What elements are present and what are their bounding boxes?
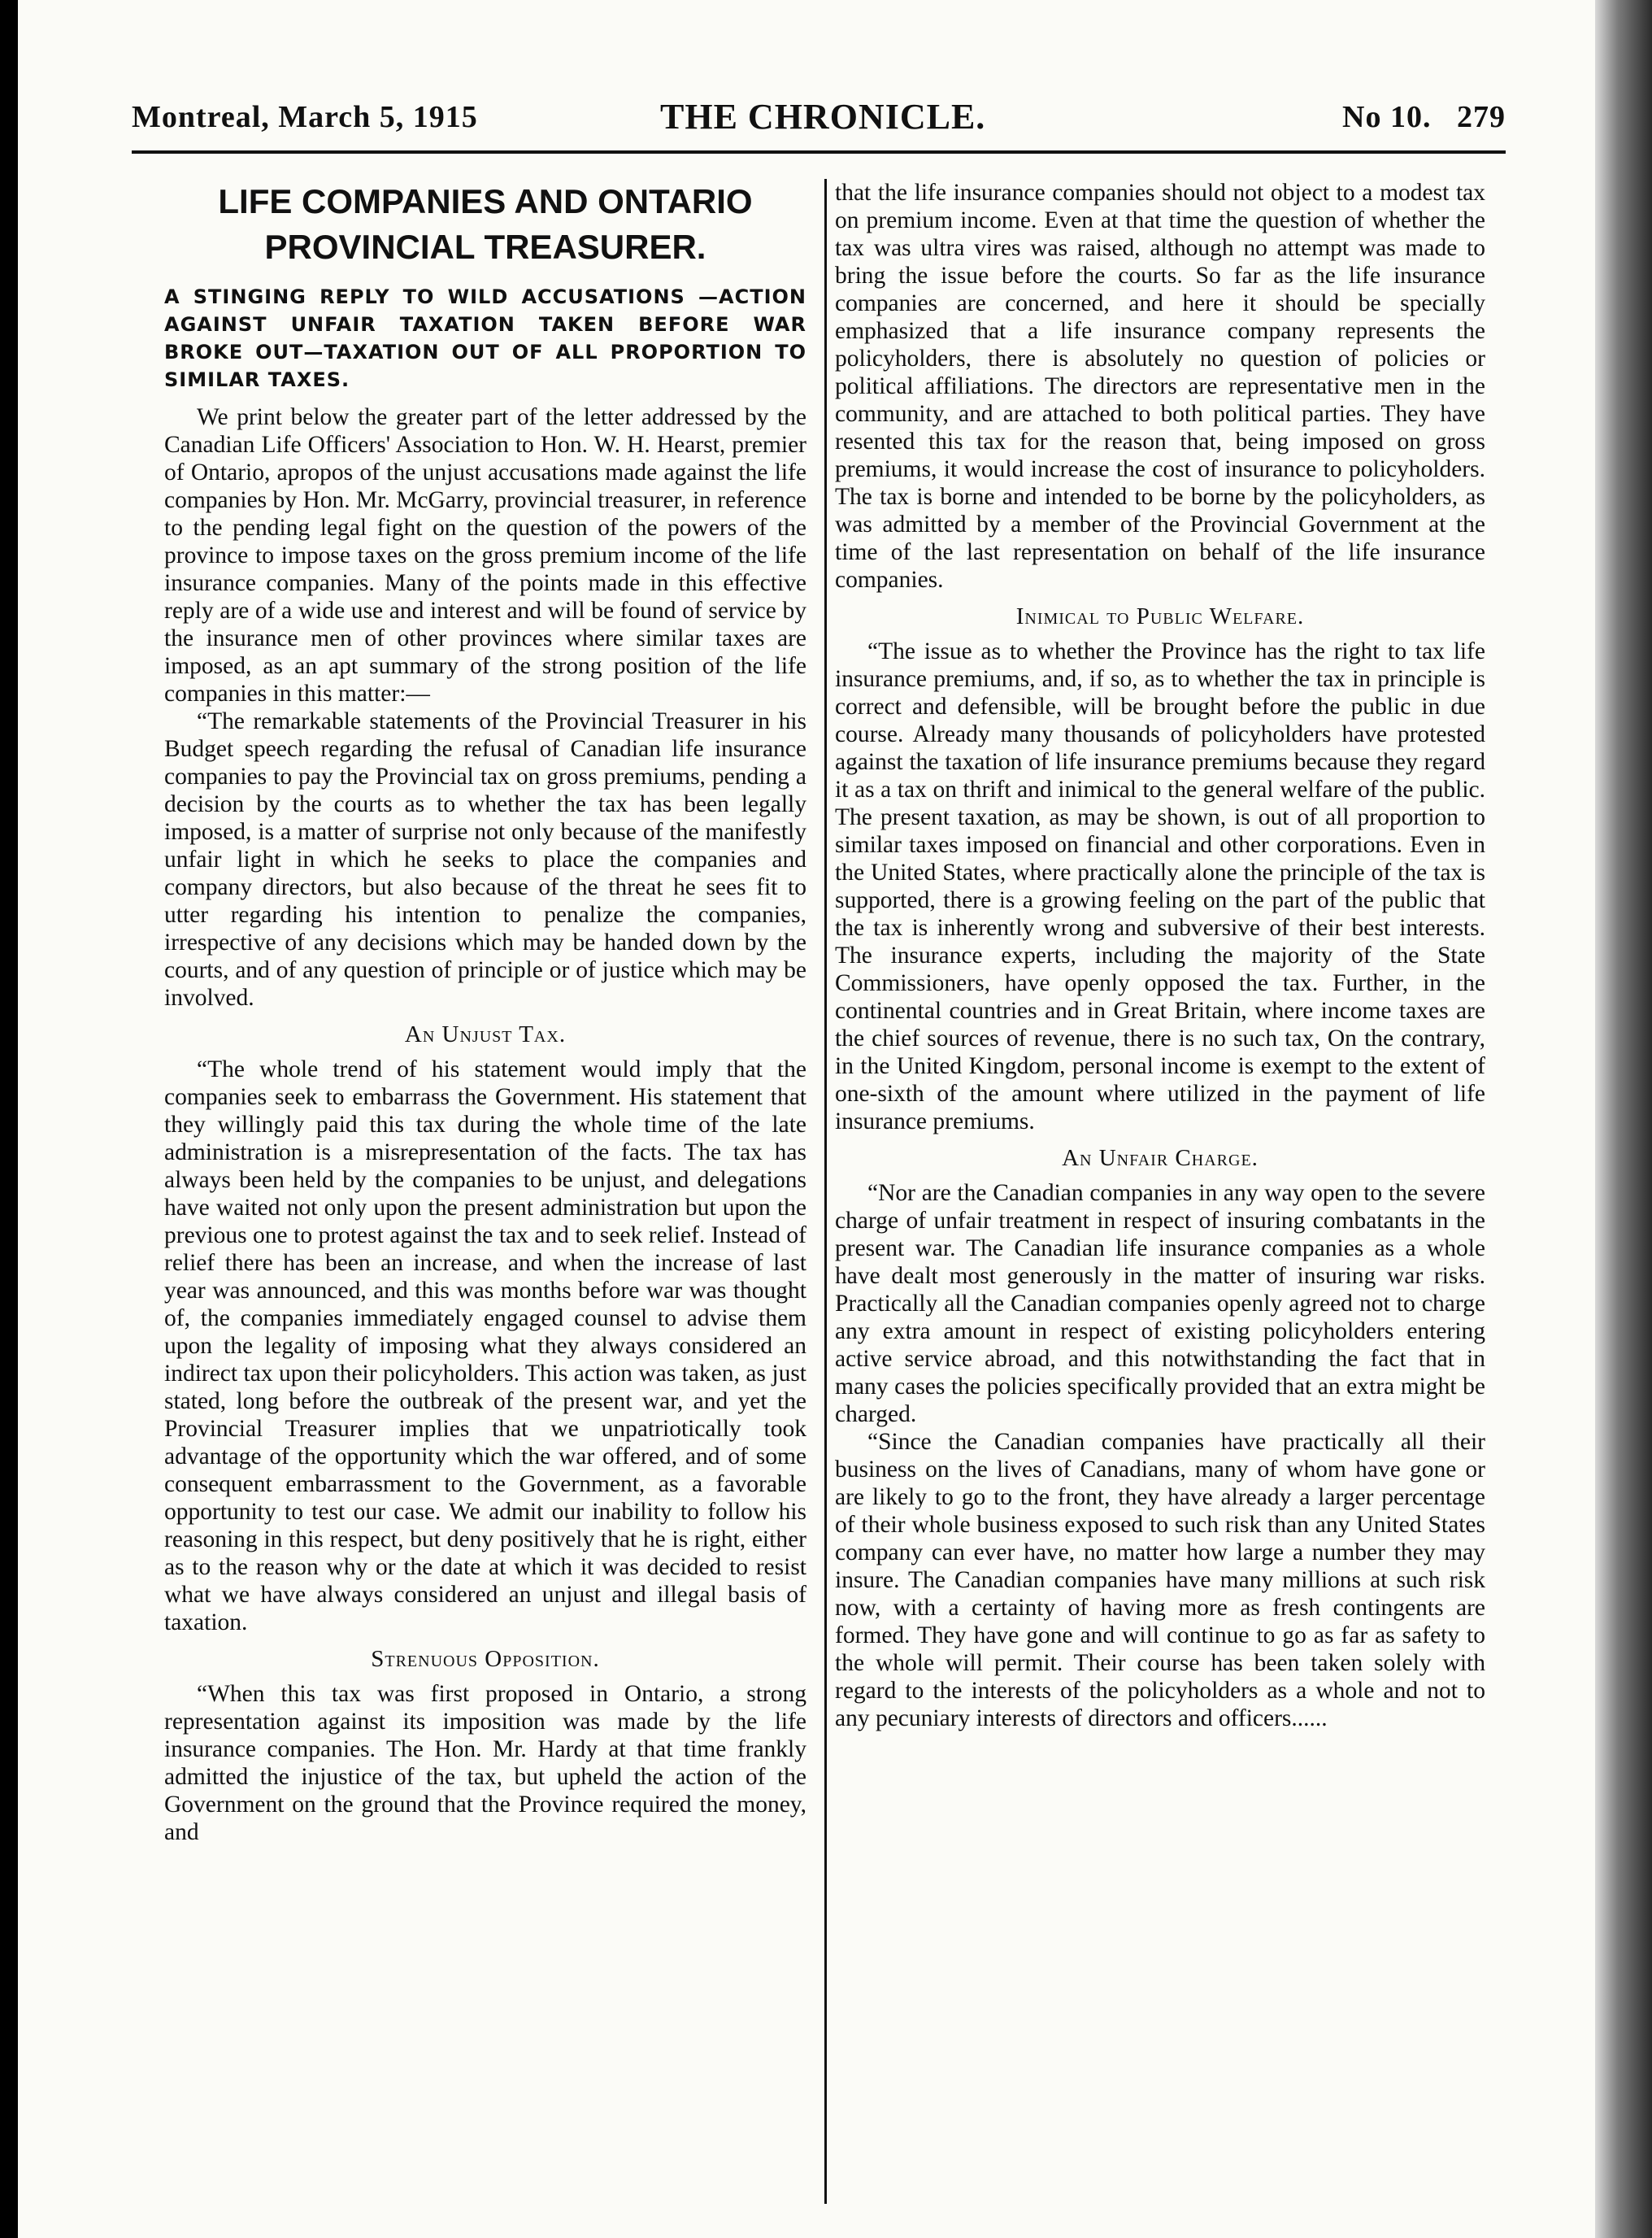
page-header: [132, 99, 1506, 148]
header-issue-page: No 10. 279: [1342, 100, 1506, 134]
strenuous-opposition-paragraph: “When this tax was first proposed in Ontario, a strong representation against its imposition was made by the life insurance companies. The Hon. Mr. Hardy at that time frankly admitted the injustice of the tax, but upheld the action of the Government on the ground that the Province required the money, and: [164, 1681, 806, 1845]
header-rule: [132, 150, 1506, 154]
header-dateline: Montreal, March 5, 1915: [132, 100, 478, 134]
continued-paragraph: that the life insurance companies should not object to a modest tax on premium income. Even at that time the question of whether the tax was ultra vires was raised, although no attempt was made to bring the issue before the courts. So far as the life insurance companies are concerned, and here it should be specially emphasized that a life insurance company represents the policyholders, there is absolutely no question of policies or political affiliations. The directors are representative men in the community, and are attached to both political parties. They have resented this tax for the reason that, being imposed on gross premiums, it would increase the cost of insurance to policyholders. The tax is borne and intended to be borne by the policyholders, as was admitted by a member of the Provincial Government at the time of the last representation on behalf of the life insurance companies.: [835, 180, 1485, 593]
intro-paragraph: We print below the greater part of the letter addressed by the Canadian Life Officers' Association to Hon. W. H. Hearst, premier of Ontario, apropos of the unjust accusations made against the life companies by Hon. Mr. McGarry, provincial treasurer, in reference to the pending legal fight on the question of the powers of the province to impose taxes on the gross premium income of the life insurance companies. Many of the points made in this effective reply are of a wide use and interest and will be found of service by the insurance men of other provinces where similar taxes are imposed, as an apt summary of the strong position of the life companies in this matter:—: [164, 404, 806, 707]
section-heading-inimical: Inimical to Public Welfare.: [1015, 603, 1305, 629]
left-column: [164, 179, 806, 1846]
bleed-through-text: [554, 33, 566, 74]
header-masthead: THE CHRONICLE.: [660, 97, 986, 137]
unfair-charge-paragraph-2: “Since the Canadian companies have practically all their business on the lives of Canadians, many of whom have gone or are likely to go to the front, they have already a larger percentage of their whole business exposed to such risk than any United States company can ever have, no matter how large a number they may insure. The Canadian companies have many millions at such risk now, with a certainty of having more as fresh contingents are formed. They have gone and will continue to go as far as safety to the whole will permit. Their course has been taken solely with regard to the interests of the policyholders as a whole and not to any pecuniary interests of directors and officers......: [835, 1429, 1485, 1731]
article-title: LIFE COMPANIES AND ONTARIO PROVINCIAL TREASURER.: [218, 182, 753, 266]
section-heading-unjust-tax: An Unjust Tax.: [404, 1021, 567, 1047]
section-heading-strenuous-opposition: Strenuous Opposition.: [371, 1646, 600, 1672]
right-column: [835, 179, 1485, 1732]
book-page-edge: [1595, 0, 1652, 2238]
newspaper-page: [18, 0, 1611, 2238]
section-heading-unfair-charge: An Unfair Charge.: [1062, 1145, 1259, 1171]
column-divider: [824, 179, 827, 2204]
inimical-paragraph: “The issue as to whether the Province has the right to tax life insurance premiums, and, if so, as to whether the tax in principle is correct and defensible, will be brought before the public in due course. Already many thousands of policyholders have protested against the taxation of life insurance premiums because they regard it as a tax on thrift and inimical to the general welfare of the public. The present taxation, as may be shown, is out of all proportion to similar taxes imposed on financial and other corporations. Even in the United States, where practically alone the principle of the tax is supported, there is a growing feeling on the part of the public that the tax is inherently wrong and subversive of their best interests. The insurance experts, including the majority of the State Commissioners, have openly opposed the tax. Further, in the continental countries and in Great Britain, where income taxes are the chief sources of revenue, there is no such tax, On the contrary, in the United Kingdom, personal income is exempt to the extent of one-sixth of the amount where utilized in the payment of life insurance premiums.: [835, 638, 1485, 1134]
letter-opening-paragraph: “The remarkable statements of the Provincial Treasurer in his Budget speech regarding the refusal of Canadian life insurance companies to pay the Provincial tax on gross premiums, pending a decision by the courts as to whether the tax has been legally imposed, is a matter of surprise not only because of the manifestly unfair light in which he seeks to place the companies and company directors, but also because of the threat he sees fit to utter regarding his intention to penalize the companies, irrespective of any decisions which may be handed down by the courts, and of any question of principle or of justice which may be involved.: [164, 708, 806, 1011]
unfair-charge-paragraph-1: “Nor are the Canadian companies in any way open to the severe charge of unfair treatment in respect of insuring combatants in the present war. The Canadian life insurance companies as a whole have dealt most generously in the matter of insuring war risks. Practically all the Canadian companies openly agreed not to charge any extra amount in respect of existing policyholders entering active service abroad, and this notwithstanding the fact that in many cases the policies specifically provided that an extra might be charged.: [835, 1180, 1485, 1427]
unjust-tax-paragraph: “The whole trend of his statement would imply that the companies seek to embarrass the Government. His statement that they willingly paid this tax during the whole time of the late administration is a misrepresentation of the facts. The tax has always been held by the companies to be unjust, and delegations have waited not only upon the present administration but upon the previous one to protest against the tax and to seek relief. Instead of relief there has been an increase, and when the increase of last year was announced, and this was months before war was thought of, the companies immediately engaged counsel to advise them upon the legality of imposing what they always considered an indirect tax upon their policyholders. This action was taken, as just stated, long before the outbreak of the present war, and yet the Provincial Treasurer implies that we unpatriotically took advantage of the opportunity which the war offered, and of some consequent embarrassment to the Government, as a favorable opportunity to test our case. We admit our inability to follow his reasoning in this respect, but deny positively that he is right, either as to the reason why or the date at which it was decided to resist what we have always considered an unjust and illegal basis of taxation.: [164, 1056, 806, 1635]
article-subheading: A STINGING REPLY TO WILD ACCUSATIONS —ACTION AGAINST UNFAIR TAXATION TAKEN BEFORE WAR BROKE OUT—TAXATION OUT OF ALL PROPORTION TO SIMILAR TAXES.: [164, 285, 806, 391]
